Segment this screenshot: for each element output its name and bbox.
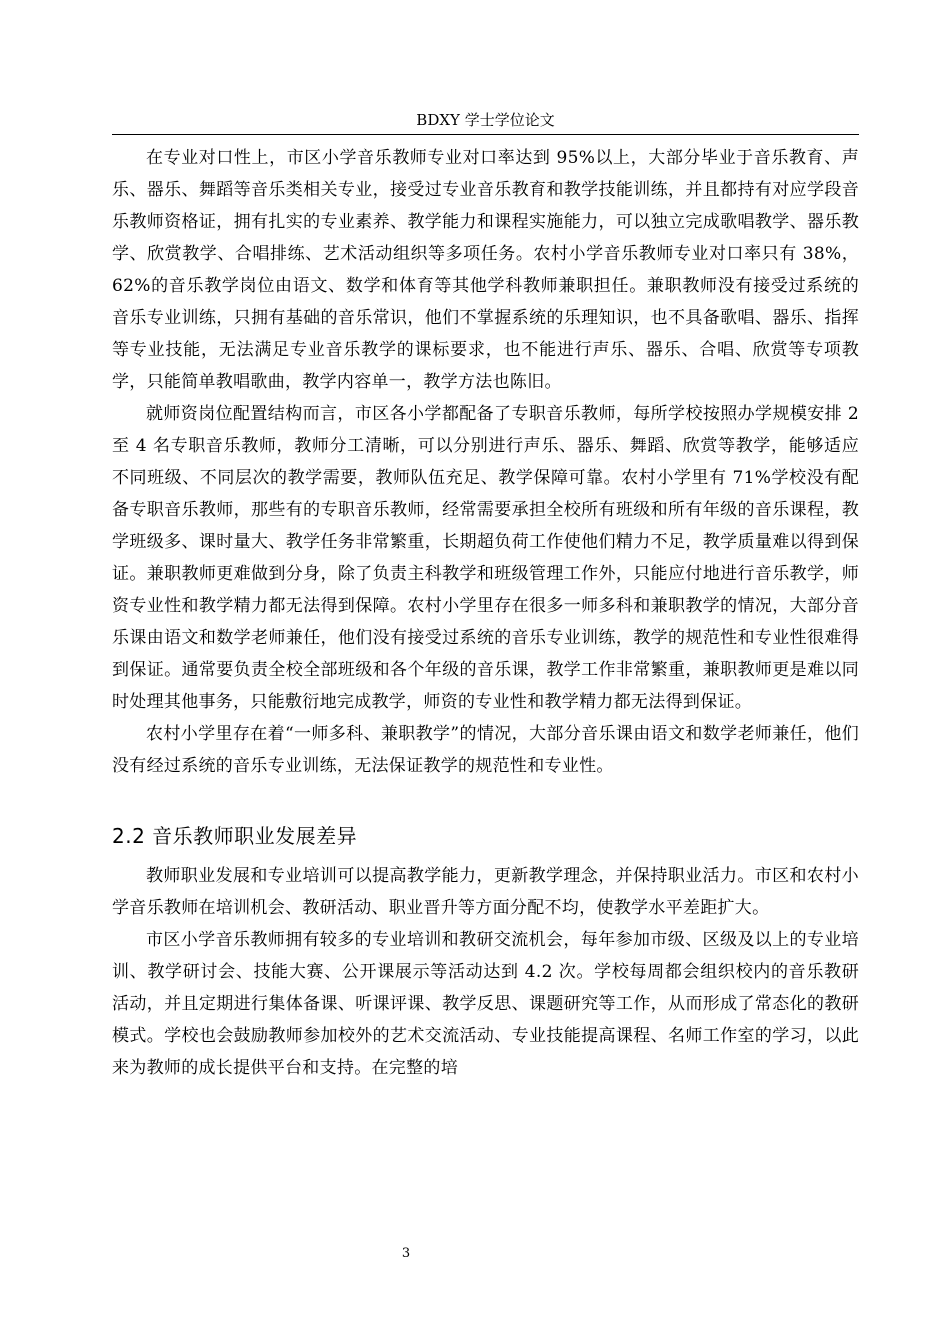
page-body: [112, 142, 859, 1084]
header-rule: [112, 134, 859, 135]
running-header: BDXY 学士学位论文: [416, 111, 555, 129]
body-paragraph: 就师资岗位配置结构而言，市区各小学都配备了专职音乐教师，每所学校按照办学规模安排 2 至 4 名专职音乐教师，教师分工清晰，可以分别进行声乐、器乐、舞蹈、欣赏等教学，能够适应不同班级、不同层次的教学需要，教师队伍充足、教学保障可靠。农村小学里有 71%学校没有配备专职音乐教师，那些有的专职音乐教师，经常需要承担全校所有班级和所有年级的音乐课程，教学班级多、课时量大、教学任务非常繁重，长期超负荷工作使他们精力不足，教学质量难以得到保证。兼职教师更难做到分身，除了负责主科教学和班级管理工作外，只能应付地进行音乐教学，师资专业性和教学精力都无法得到保障。农村小学里存在很多一师多科和兼职教学的情况，大部分音乐课由语文和数学老师兼任，他们没有接受过系统的音乐专业训练，教学的规范性和专业性很难得到保证。通常要负责全校全部班级和各个年级的音乐课，教学工作非常繁重，兼职教师更是难以同时处理其他事务，只能敷衍地完成教学，师资的专业性和教学精力都无法得到保证。: [112, 404, 859, 712]
body-paragraph: 教师职业发展和专业培训可以提高教学能力，更新教学理念，并保持职业活力。市区和农村小学音乐教师在培训机会、教研活动、职业晋升等方面分配不均，使教学水平差距扩大。: [112, 866, 859, 918]
body-paragraph: 在专业对口性上，市区小学音乐教师专业对口率达到 95%以上，大部分毕业于音乐教育、声乐、器乐、舞蹈等音乐类相关专业，接受过专业音乐教育和教学技能训练，并且都持有对应学段音乐教师资格证，拥有扎实的专业素养、教学能力和课程实施能力，可以独立完成歌唱教学、器乐教学、欣赏教学、合唱排练、艺术活动组织等多项任务。农村小学音乐教师专业对口率只有 38%，62%的音乐教学岗位由语文、数学和体育等其他学科教师兼职担任。兼职教师没有接受过系统的音乐专业训练，只拥有基础的音乐常识，他们不掌握系统的乐理知识，也不具备歌唱、器乐、指挥等专业技能，无法满足专业音乐教学的课标要求，也不能进行声乐、器乐、合唱、欣赏等专项教学，只能简单教唱歌曲，教学内容单一，教学方法也陈旧。: [112, 148, 859, 392]
body-paragraph: 市区小学音乐教师拥有较多的专业培训和教研交流机会，每年参加市级、区级及以上的专业培训、教学研讨会、技能大赛、公开课展示等活动达到 4.2 次。学校每周都会组织校内的音乐教研活动，并且定期进行集体备课、听课评课、教学反思、课题研究等工作，从而形成了常态化的教研模式。学校也会鼓励教师参加校外的艺术交流活动、专业技能提高课程、名师工作室的学习，以此来为教师的成长提供平台和支持。在完整的培: [112, 930, 859, 1078]
section-heading: 2.2 音乐教师职业发展差异: [112, 824, 358, 848]
body-paragraph: 农村小学里存在着“一师多科、兼职教学”的情况，大部分音乐课由语文和数学老师兼任，他们没有经过系统的音乐专业训练，无法保证教学的规范性和专业性。: [112, 724, 859, 776]
page-number: 3: [401, 1246, 411, 1261]
